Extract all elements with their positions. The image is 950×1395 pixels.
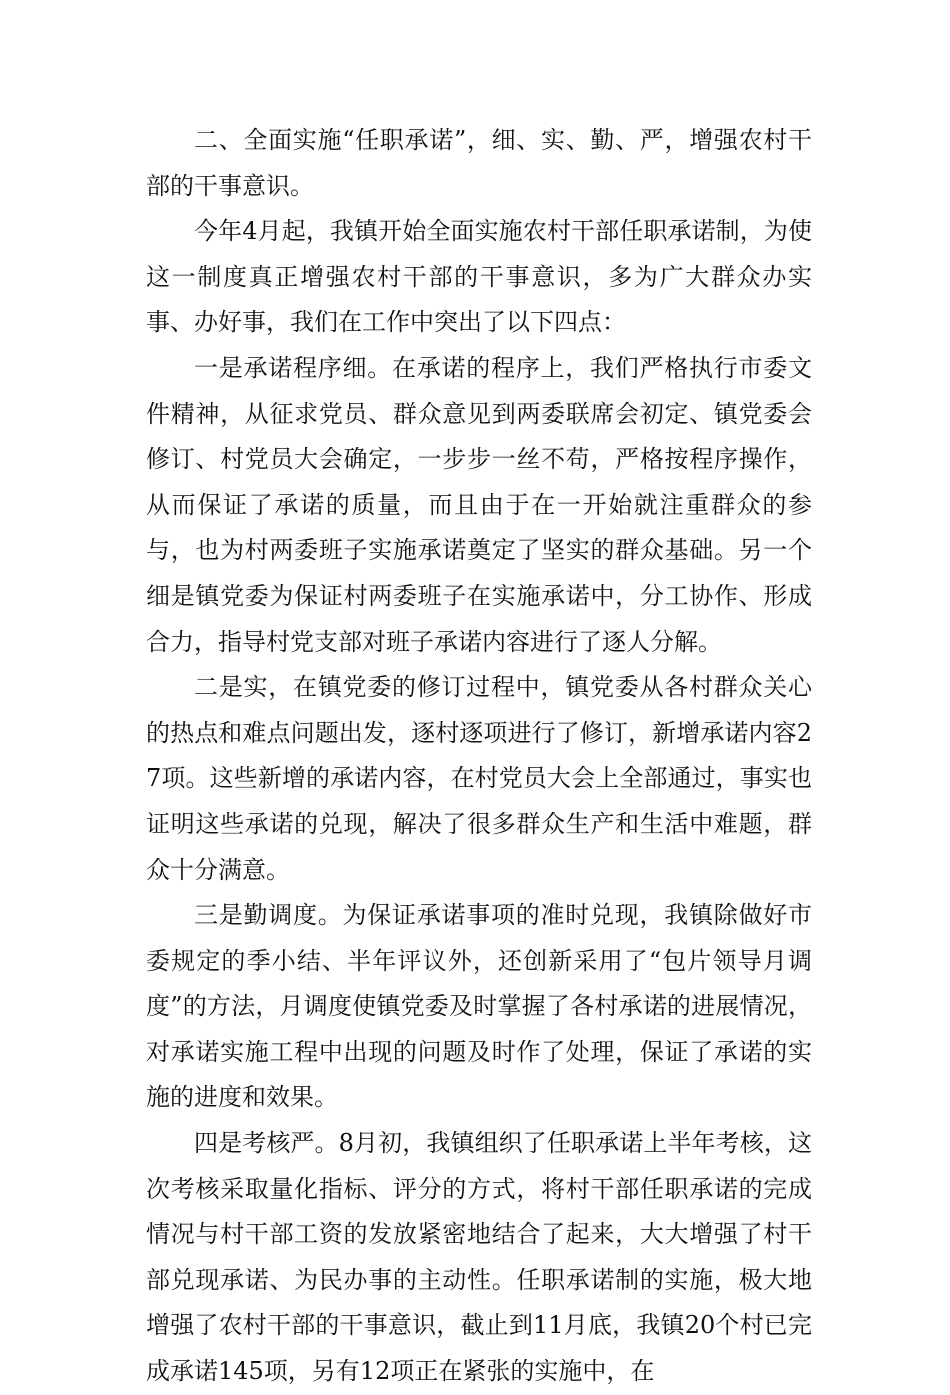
point-four-paragraph: 四是考核严。8月初，我镇组织了任职承诺上半年考核，这次考核采取量化指标、评分的方式，将村干部任职承诺的完成情况与村干部工资的发放紧密地结合了起来，大大增强了村干部兑现承诺、为民办事的主动性。任职承诺制的实施，极大地增强了农村干部的干事意识，截止到11月底，我镇20个村已完成承诺145项，另有12项正在紧张的实施中，在: [146, 1129, 812, 1386]
point-one-paragraph: 一是承诺程序细。在承诺的程序上，我们严格执行市委文件精神，从征求党员、群众意见到两委联席会初定、镇党委会修订、村党员大会确定，一步步一丝不苟，严格按程序操作，从而保证了承诺的质量，而且由于在一开始就注重群众的参与，也为村两委班子实施承诺奠定了坚实的群众基础。另一个细是镇党委为保证村两委班子在实施承诺中，分工协作、形成合力，指导村党支部对班子承诺内容进行了逐人分解。: [146, 353, 812, 656]
point-two-paragraph: 二是实，在镇党委的修订过程中，镇党委从各村群众关心的热点和难点问题出发，逐村逐项进行了修订，新增承诺内容27项。这些新增的承诺内容，在村党员大会上全部通过，事实也证明这些承诺的兑现，解决了很多群众生产和生活中难题，群众十分满意。: [146, 673, 812, 884]
intro-paragraph: 今年4月起，我镇开始全面实施农村干部任职承诺制，为使这一制度真正增强农村干部的干事意识，多为广大群众办实事、办好事，我们在工作中突出了以下四点：: [146, 217, 812, 337]
section-heading-paragraph: 二、全面实施“任职承诺”，细、实、勤、严，增强农村干部的干事意识。: [146, 126, 812, 200]
document-body: [146, 118, 812, 1395]
point-three-paragraph: 三是勤调度。为保证承诺事项的准时兑现，我镇除做好市委规定的季小结、半年评议外，还创新采用了“包片领导月调度”的方法，月调度使镇党委及时掌握了各村承诺的进展情况，对承诺实施工程中出现的问题及时作了处理，保证了承诺的实施的进度和效果。: [146, 901, 812, 1112]
